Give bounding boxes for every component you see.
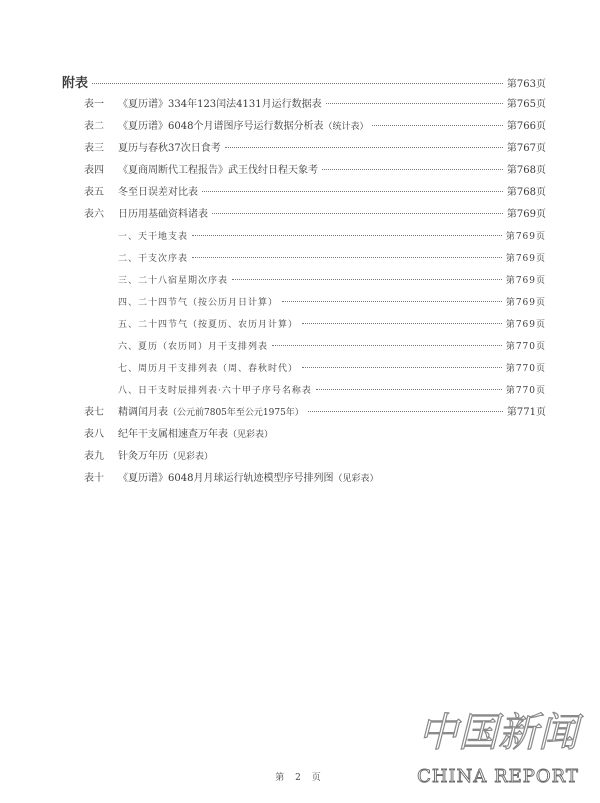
leader-dots (326, 103, 503, 104)
toc-heading (62, 76, 546, 93)
subentry-title: 一、天干地支表 (118, 232, 189, 242)
subentry-title: 二、干支次序表 (118, 254, 189, 264)
toc-subentry (118, 296, 546, 310)
leader-dots (192, 257, 502, 258)
toc-entry (84, 208, 546, 222)
toc-entry (84, 186, 546, 200)
entry-page: 第766页 (506, 121, 546, 132)
entry-note: （见彩表） (228, 430, 274, 440)
toc-entry (84, 142, 546, 156)
entry-page: 第767页 (506, 143, 546, 154)
subentry-title: 六、夏历（农历同）月干支排列表 (118, 342, 269, 352)
subentry-page: 第770页 (505, 342, 546, 352)
table-number: 表三 (84, 143, 104, 154)
leader-dots (225, 147, 503, 148)
entry-title: 纪年干支属相速查万年表（见彩表） (118, 429, 274, 440)
toc-subentry (118, 384, 546, 398)
toc-entry (84, 120, 546, 134)
table-number: 表一 (84, 99, 104, 110)
entry-page: 第769页 (506, 209, 546, 220)
leader-dots (192, 235, 502, 236)
toc-entry (84, 472, 546, 486)
toc-entry (84, 406, 546, 420)
entry-title: 《夏历谱》6048个月谱图序号运行数据分析表（统计表） (118, 121, 369, 132)
toc-subentry (118, 274, 546, 288)
toc-subentry (118, 362, 546, 376)
subentry-title: 三、二十八宿星期次序表 (118, 276, 229, 286)
entry-title: 《夏历谱》334年123闰法4131月运行数据表 (118, 99, 322, 110)
leader-dots (302, 367, 502, 368)
subentry-page: 第769页 (505, 298, 546, 308)
entry-title: 夏历与春秋37次日食考 (118, 143, 221, 154)
entry-page: 第765页 (506, 99, 546, 110)
toc-subentry (118, 318, 546, 332)
leader-dots (272, 345, 502, 346)
toc-entry (84, 164, 546, 178)
subentry-page: 第769页 (505, 254, 546, 264)
toc-entry (84, 428, 546, 442)
table-number: 表四 (84, 165, 104, 176)
subentry-page: 第769页 (505, 276, 546, 286)
watermark-chinese: 中国新闻 (418, 710, 578, 756)
leader-dots (372, 125, 502, 126)
subentry-title: 七、周历月干支排列表（周、春秋时代） (118, 364, 299, 374)
entry-title: 冬至日误差对比表 (118, 187, 198, 198)
entry-title: 精调闰月表（公元前7805年至公元1975年） (118, 407, 304, 418)
entry-title: 日历用基础资料诸表 (118, 209, 208, 220)
subentry-title: 五、二十四节气（按夏历、农历月计算） (118, 320, 299, 330)
toc-subentry (118, 252, 546, 266)
toc-subentry (118, 230, 546, 244)
entry-note: （统计表） (323, 122, 369, 132)
table-number: 表七 (84, 407, 104, 418)
toc-heading-label: 附表 (62, 76, 89, 91)
entry-title: 《夏商周断代工程报告》武王伐纣日程天象考 (118, 165, 318, 176)
entry-note: （见彩表） (168, 452, 214, 462)
page-number: 第 2 页 (275, 773, 325, 783)
leader-dots (212, 213, 503, 214)
toc-subentry (118, 340, 546, 354)
subentry-title: 四、二十四节气（按公历月日计算） (118, 298, 279, 308)
entry-page: 第771页 (506, 407, 546, 418)
toc-entry (84, 98, 546, 112)
subentry-page: 第769页 (505, 320, 546, 330)
entry-title: 针灸万年历（见彩表） (118, 451, 214, 462)
leader-dots (302, 323, 502, 324)
subentry-page: 第770页 (505, 386, 546, 396)
entry-note: （见彩表） (333, 474, 379, 484)
entry-page: 第768页 (506, 165, 546, 176)
table-number: 表二 (84, 121, 104, 132)
toc-entry (84, 450, 546, 464)
entry-note: （公元前7805年至公元1975年） (168, 408, 304, 418)
table-number: 表十 (84, 473, 104, 484)
leader-dots (282, 301, 502, 302)
subentry-title: 八、日干支时辰排列表·六十甲子序号名称表 (118, 386, 312, 396)
table-number: 表九 (84, 451, 104, 462)
table-number: 表五 (84, 187, 104, 198)
leader-dots (232, 279, 502, 280)
subentry-page: 第769页 (505, 232, 546, 242)
leader-dots (202, 191, 503, 192)
watermark-english: CHINA REPORT (417, 766, 579, 787)
toc-heading-page: 第763页 (506, 79, 546, 90)
leader-dots (92, 83, 503, 84)
subentry-page: 第770页 (505, 364, 546, 374)
table-number: 表六 (84, 209, 104, 220)
leader-dots (316, 389, 502, 390)
leader-dots (322, 169, 503, 170)
entry-title: 《夏历谱》6048月月球运行轨迹模型序号排列图（见彩表） (118, 473, 379, 484)
entry-page: 第768页 (506, 187, 546, 198)
table-number: 表八 (84, 429, 104, 440)
leader-dots (308, 411, 503, 412)
